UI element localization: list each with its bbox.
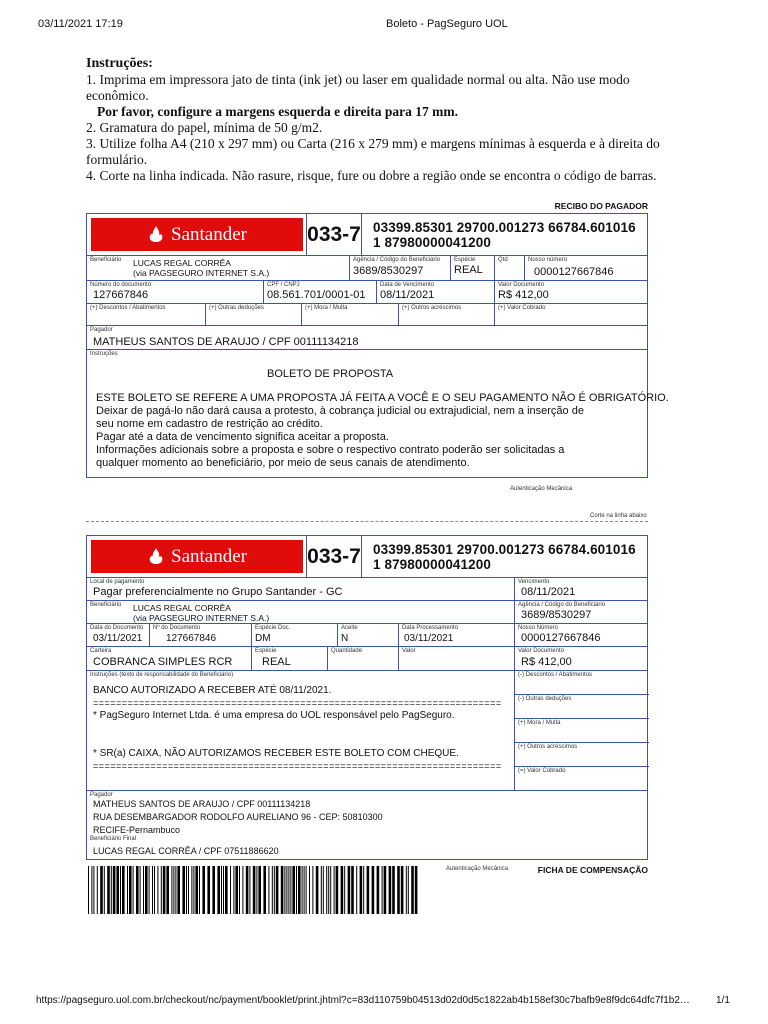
boleto-text-6: qualquer momento ao beneficiário, por meio de seus canais de atendimento. bbox=[96, 457, 470, 469]
benef-final-label: Beneficiário Final bbox=[90, 836, 137, 842]
local-pagamento-value: Pagar preferencialmente no Grupo Santander - GC bbox=[93, 586, 343, 598]
carteira-label: Carteira bbox=[90, 648, 112, 654]
valor-doc-value: R$ 412,00 bbox=[521, 656, 572, 668]
beneficiario-via: (via PAGSEGURO INTERNET S.A.) bbox=[133, 268, 270, 278]
boleto-text-4: Pagar até a data de vencimento significa aceitar a proposta. bbox=[96, 431, 389, 443]
slip-nosso-value: 0000127667846 bbox=[521, 632, 601, 644]
outras-deducoes-label: (+) Outras deduções bbox=[209, 305, 264, 311]
slip-vencimento-value: 08/11/2021 bbox=[521, 586, 576, 598]
aceite-label: Aceite bbox=[341, 625, 358, 631]
pagador-label: Pagador bbox=[90, 327, 113, 333]
slip-pagador-2: RUA DESEMBARGADOR RODOLFO AURELIANO 96 - CEP: 50810300 bbox=[93, 812, 383, 822]
autenticacao-top: Autenticação Mecânica bbox=[510, 486, 573, 492]
beneficiario-label: Beneficiário bbox=[90, 257, 122, 263]
slip-vencimento-label: Vencimento bbox=[518, 579, 550, 585]
nosso-numero-label: Nosso número bbox=[528, 257, 568, 263]
ficha-compensacao: FICHA DE COMPENSAÇÃO bbox=[537, 865, 648, 875]
data-proc-label: Data Processamento bbox=[402, 625, 459, 631]
mora-label: (+) Mora / Multa bbox=[305, 305, 348, 311]
vencimento-label: Data de Vencimento bbox=[380, 282, 435, 288]
slip-instr-2: * PagSeguro Internet Ltda. é uma empresa do UOL responsável pelo PagSeguro. bbox=[93, 710, 455, 721]
beneficiario-name: LUCAS REGAL CORRÊA bbox=[133, 258, 231, 268]
agencia-value: 3689/8530297 bbox=[353, 265, 424, 277]
local-pagamento-label: Local de pagamento bbox=[90, 579, 145, 585]
slip-instr-label: Instruções (texto de responsabilidade do Beneficiário) bbox=[90, 672, 234, 678]
boleto-text-5: Informações adicionais sobre a proposta e sobre o respectivo contrato poderão ser solicitadas a bbox=[96, 444, 565, 456]
bank-code: 033-7 bbox=[306, 214, 362, 255]
benef-final-value: LUCAS REGAL CORRÊA / CPF 07511886620 bbox=[93, 846, 279, 856]
cpf-label: CPF / CNPJ bbox=[267, 282, 300, 288]
slip-nosso-label: Nosso Número bbox=[518, 625, 559, 631]
cpf-value: 08.561.701/0001-01 bbox=[267, 289, 366, 301]
instruction-1-bold: Por favor, configure a margens esquerda e direita para 17 mm. bbox=[97, 104, 458, 119]
instruction-2: 2. Gramatura do papel, mínima de 50 g/m2. bbox=[86, 120, 323, 135]
digitable-line: 03399.85301 29700.001273 66784.601016 1 87980000041200 bbox=[373, 219, 636, 250]
acrescimos-label: (+) Outros acréscimos bbox=[402, 305, 462, 311]
carteira-value: COBRANCA SIMPLES RCR bbox=[93, 656, 233, 668]
data-doc-label: Data do Documento bbox=[90, 625, 144, 631]
vencimento-value: 08/11/2021 bbox=[380, 289, 435, 301]
especie-doc-value: DM bbox=[255, 633, 271, 644]
quantidade-label: Quantidade bbox=[331, 648, 363, 654]
slip-agencia-label: Agência / Código do Beneficiário bbox=[518, 602, 606, 608]
slip-box bbox=[86, 535, 648, 860]
numdoc-value: 127667846 bbox=[93, 289, 149, 301]
instrucoes-label: Instruções bbox=[90, 351, 118, 357]
boleto-text-3: seu nome em cadastro de restrição ao crédito. bbox=[96, 418, 323, 430]
instruction-1: 1. Imprima em impressora jato de tinta (ink jet) ou laser em qualidade normal ou alta. Não use modo econômico. bbox=[86, 72, 630, 103]
slip-benef-label: Beneficiário bbox=[90, 602, 122, 608]
pagador-value: MATHEUS SANTOS DE ARAUJO / CPF 00111134218 bbox=[93, 336, 359, 348]
num-doc-value: 127667846 bbox=[166, 633, 217, 644]
boleto-title: BOLETO DE PROPOSTA bbox=[267, 368, 394, 380]
digitable-line-2: 03399.85301 29700.001273 66784.601016 1 87980000041200 bbox=[373, 541, 636, 572]
cut-line bbox=[86, 521, 648, 522]
especie-doc-label: Espécie Doc. bbox=[255, 625, 291, 631]
especie-value: REAL bbox=[454, 264, 483, 276]
valor-doc-label: Valor Documento bbox=[518, 648, 564, 654]
nosso-numero-value: 0000127667846 bbox=[534, 266, 614, 278]
agencia-label: Agência / Código do Beneficiário bbox=[353, 257, 441, 263]
descontos-label: (+) Descontos / Abatimentos bbox=[90, 305, 166, 311]
slip-descontos-label: (-) Descontos / Abatimentos bbox=[518, 672, 593, 678]
valor-value: R$ 412,00 bbox=[498, 289, 549, 301]
slip-especie-label: Espécie bbox=[255, 648, 277, 654]
instruction-3: 3. Utilize folha A4 (210 x 297 mm) ou Carta (216 x 279 mm) e margens mínimas à esquerda e à direita do bbox=[86, 136, 660, 151]
data-doc-value: 03/11/2021 bbox=[93, 633, 143, 644]
autenticacao-bottom: Autenticação Mecânica bbox=[446, 866, 509, 872]
especie-label: Espécie bbox=[454, 257, 476, 263]
brand-name-2: Santander bbox=[171, 545, 247, 567]
corte-label: Corte na linha abaixo bbox=[590, 513, 647, 519]
santander-logo-2 bbox=[91, 540, 303, 573]
boleto-text-1: ESTE BOLETO SE REFERE A UMA PROPOSTA JÁ FEITA A VOCÊ E O SEU PAGAMENTO NÃO É OBRIGATÓRIO. bbox=[96, 392, 669, 404]
print-title: Boleto - PagSeguro UOL bbox=[386, 18, 508, 30]
print-date: 03/11/2021 17:19 bbox=[38, 18, 123, 30]
instructions bbox=[86, 56, 686, 184]
slip-pagador-3: RECIFE-Pernambuco bbox=[93, 825, 181, 835]
valor-cobrado-label: (+) Valor Cobrado bbox=[498, 305, 546, 311]
instruction-3b: formulário. bbox=[86, 152, 148, 167]
slip-valor-label: Valor bbox=[402, 648, 416, 654]
flame-icon bbox=[147, 547, 165, 567]
boleto-text-2: Deixar de pagá-lo não dará causa a protesto, à cobrança judicial ou extrajudicial, nem a inserção de bbox=[96, 405, 584, 417]
slip-cobrado-label: (=) Valor Cobrado bbox=[518, 768, 566, 774]
slip-sep-2: ======================================================================= bbox=[93, 761, 502, 771]
slip-instr-3: * SR(a) CAIXA, NÃO AUTORIZAMOS RECEBER ESTE BOLETO COM CHEQUE. bbox=[93, 748, 459, 759]
print-page: 1/1 bbox=[716, 995, 730, 1006]
flame-icon bbox=[147, 225, 165, 245]
slip-pagador-1: MATHEUS SANTOS DE ARAUJO / CPF 00111134218 bbox=[93, 799, 311, 809]
barcode bbox=[88, 866, 418, 914]
slip-benef-name: LUCAS REGAL CORRÊA bbox=[133, 603, 231, 613]
slip-pagador-label: Pagador bbox=[90, 792, 113, 798]
slip-agencia-value: 3689/8530297 bbox=[521, 609, 592, 621]
bank-code-2: 033-7 bbox=[306, 536, 362, 577]
numdoc-label: Número do documento bbox=[90, 282, 152, 288]
num-doc-label: Nº do Documento bbox=[153, 625, 201, 631]
slip-acresc-label: (+) Outros acréscimos bbox=[518, 744, 578, 750]
aceite-value: N bbox=[341, 633, 349, 644]
santander-logo bbox=[91, 218, 303, 251]
data-proc-value: 03/11/2021 bbox=[404, 633, 454, 644]
slip-sep-1: ======================================================================= bbox=[93, 698, 502, 708]
brand-name: Santander bbox=[171, 223, 247, 245]
instructions-title: Instruções: bbox=[86, 56, 153, 71]
qtd-label: Qtd bbox=[498, 257, 508, 263]
slip-instr-1: BANCO AUTORIZADO A RECEBER ATÉ 08/11/2021. bbox=[93, 685, 332, 696]
slip-mora-label: (+) Mora / Multa bbox=[518, 720, 561, 726]
slip-benef-via: (via PAGSEGURO INTERNET S.A.) bbox=[133, 613, 270, 623]
print-url: https://pagseguro.uol.com.br/checkout/nc/payment/booklet/print.jhtml?c=83d110759b04513d02d0d5c1822ab4b158ef30c7bafb9e8f9dc64dfc7f1b2… bbox=[36, 995, 690, 1006]
receipt-title: RECIBO DO PAGADOR bbox=[554, 201, 648, 211]
instruction-4: 4. Corte na linha indicada. Não rasure, risque, fure ou dobre a região onde se encontra o código de barras. bbox=[86, 168, 657, 183]
valor-label: Valor Documento bbox=[498, 282, 544, 288]
slip-especie-value: REAL bbox=[262, 656, 291, 668]
receipt-box bbox=[86, 213, 669, 478]
slip-outras-label: (-) Outras deduções bbox=[518, 696, 572, 702]
